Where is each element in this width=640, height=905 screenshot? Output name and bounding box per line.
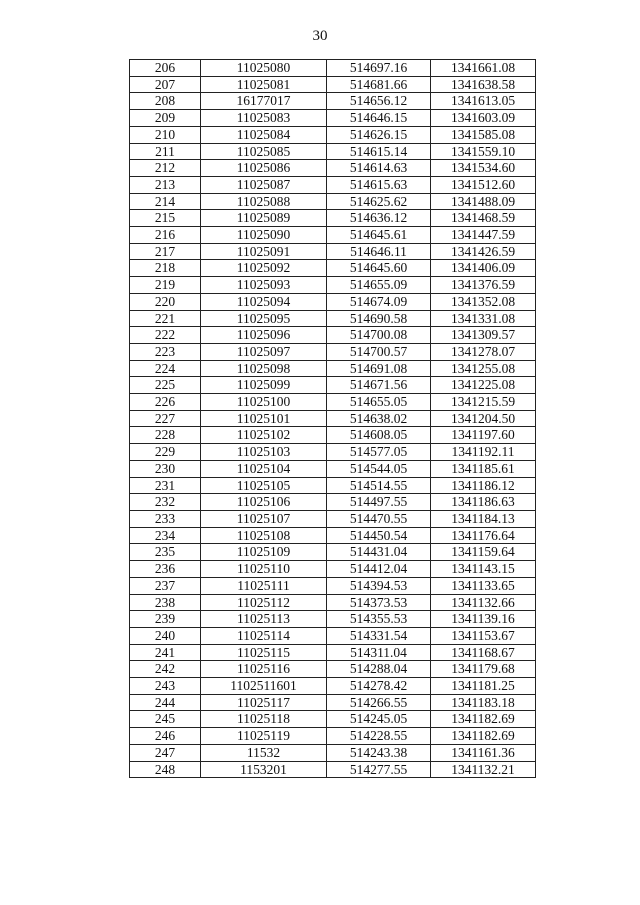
point-id-cell: 11025114 — [201, 627, 327, 644]
y-coordinate-cell: 1341331.08 — [431, 310, 536, 327]
page-number: 30 — [312, 28, 328, 44]
row-index-cell: 247 — [130, 744, 201, 761]
point-id-cell: 11025105 — [201, 477, 327, 494]
row-index-cell: 231 — [130, 477, 201, 494]
y-coordinate-cell: 1341255.08 — [431, 360, 536, 377]
x-coordinate-cell: 514636.12 — [327, 210, 431, 227]
x-coordinate-cell: 514373.53 — [327, 594, 431, 611]
table-row — [130, 728, 536, 745]
row-index-cell: 206 — [130, 60, 201, 77]
point-id-cell: 11025107 — [201, 510, 327, 527]
point-id-cell: 11025113 — [201, 611, 327, 628]
table-row — [130, 93, 536, 110]
row-index-cell: 213 — [130, 176, 201, 193]
table-row — [130, 343, 536, 360]
row-index-cell: 240 — [130, 627, 201, 644]
row-index-cell: 209 — [130, 110, 201, 127]
y-coordinate-cell: 1341183.18 — [431, 694, 536, 711]
point-id-cell: 11025117 — [201, 694, 327, 711]
point-id-cell: 11025108 — [201, 527, 327, 544]
table-row — [130, 761, 536, 778]
y-coordinate-cell: 1341176.64 — [431, 527, 536, 544]
x-coordinate-cell: 514311.04 — [327, 644, 431, 661]
y-coordinate-cell: 1341192.11 — [431, 444, 536, 461]
y-coordinate-cell: 1341376.59 — [431, 277, 536, 294]
x-coordinate-cell: 514228.55 — [327, 728, 431, 745]
row-index-cell: 228 — [130, 427, 201, 444]
x-coordinate-cell: 514450.54 — [327, 527, 431, 544]
x-coordinate-cell: 514497.55 — [327, 494, 431, 511]
point-id-cell: 11532 — [201, 744, 327, 761]
row-index-cell: 211 — [130, 143, 201, 160]
row-index-cell: 208 — [130, 93, 201, 110]
x-coordinate-cell: 514638.02 — [327, 410, 431, 427]
point-id-cell: 11025088 — [201, 193, 327, 210]
y-coordinate-cell: 1341559.10 — [431, 143, 536, 160]
point-id-cell: 11025112 — [201, 594, 327, 611]
y-coordinate-cell: 1341168.67 — [431, 644, 536, 661]
point-id-cell: 11025084 — [201, 126, 327, 143]
y-coordinate-cell: 1341139.16 — [431, 611, 536, 628]
y-coordinate-cell: 1341278.07 — [431, 343, 536, 360]
x-coordinate-cell: 514412.04 — [327, 561, 431, 578]
x-coordinate-cell: 514655.09 — [327, 277, 431, 294]
table-row — [130, 410, 536, 427]
x-coordinate-cell: 514277.55 — [327, 761, 431, 778]
coordinates-table-body — [130, 60, 536, 778]
point-id-cell: 11025099 — [201, 377, 327, 394]
table-row — [130, 460, 536, 477]
table-row — [130, 126, 536, 143]
x-coordinate-cell: 514656.12 — [327, 93, 431, 110]
y-coordinate-cell: 1341179.68 — [431, 661, 536, 678]
table-row — [130, 243, 536, 260]
y-coordinate-cell: 1341603.09 — [431, 110, 536, 127]
table-row — [130, 210, 536, 227]
y-coordinate-cell: 1341153.67 — [431, 627, 536, 644]
y-coordinate-cell: 1341225.08 — [431, 377, 536, 394]
table-row — [130, 227, 536, 244]
y-coordinate-cell: 1341132.66 — [431, 594, 536, 611]
y-coordinate-cell: 1341447.59 — [431, 227, 536, 244]
y-coordinate-cell: 1341661.08 — [431, 60, 536, 77]
y-coordinate-cell: 1341197.60 — [431, 427, 536, 444]
point-id-cell: 11025093 — [201, 277, 327, 294]
row-index-cell: 229 — [130, 444, 201, 461]
row-index-cell: 212 — [130, 160, 201, 177]
y-coordinate-cell: 1341159.64 — [431, 544, 536, 561]
y-coordinate-cell: 1341352.08 — [431, 293, 536, 310]
row-index-cell: 223 — [130, 343, 201, 360]
x-coordinate-cell: 514266.55 — [327, 694, 431, 711]
table-row — [130, 427, 536, 444]
row-index-cell: 216 — [130, 227, 201, 244]
x-coordinate-cell: 514674.09 — [327, 293, 431, 310]
row-index-cell: 232 — [130, 494, 201, 511]
table-row — [130, 444, 536, 461]
y-coordinate-cell: 1341638.58 — [431, 76, 536, 93]
y-coordinate-cell: 1341309.57 — [431, 327, 536, 344]
table-row — [130, 76, 536, 93]
table-row — [130, 611, 536, 628]
y-coordinate-cell: 1341488.09 — [431, 193, 536, 210]
x-coordinate-cell: 514645.60 — [327, 260, 431, 277]
table-row — [130, 644, 536, 661]
row-index-cell: 230 — [130, 460, 201, 477]
x-coordinate-cell: 514671.56 — [327, 377, 431, 394]
point-id-cell: 16177017 — [201, 93, 327, 110]
point-id-cell: 11025110 — [201, 561, 327, 578]
point-id-cell: 11025119 — [201, 728, 327, 745]
table-row — [130, 377, 536, 394]
table-row — [130, 494, 536, 511]
row-index-cell: 244 — [130, 694, 201, 711]
x-coordinate-cell: 514697.16 — [327, 60, 431, 77]
table-row — [130, 544, 536, 561]
point-id-cell: 11025086 — [201, 160, 327, 177]
row-index-cell: 234 — [130, 527, 201, 544]
x-coordinate-cell: 514614.63 — [327, 160, 431, 177]
y-coordinate-cell: 1341613.05 — [431, 93, 536, 110]
point-id-cell: 11025091 — [201, 243, 327, 260]
x-coordinate-cell: 514646.11 — [327, 243, 431, 260]
row-index-cell: 220 — [130, 293, 201, 310]
table-row — [130, 744, 536, 761]
table-row — [130, 360, 536, 377]
table-row — [130, 260, 536, 277]
y-coordinate-cell: 1341184.13 — [431, 510, 536, 527]
table-row — [130, 594, 536, 611]
point-id-cell: 11025087 — [201, 176, 327, 193]
row-index-cell: 224 — [130, 360, 201, 377]
point-id-cell: 11025090 — [201, 227, 327, 244]
table-row — [130, 510, 536, 527]
table-row — [130, 627, 536, 644]
table-row — [130, 394, 536, 411]
row-index-cell: 233 — [130, 510, 201, 527]
x-coordinate-cell: 514431.04 — [327, 544, 431, 561]
point-id-cell: 11025103 — [201, 444, 327, 461]
table-row — [130, 527, 536, 544]
y-coordinate-cell: 1341512.60 — [431, 176, 536, 193]
y-coordinate-cell: 1341132.21 — [431, 761, 536, 778]
table-row — [130, 694, 536, 711]
x-coordinate-cell: 514691.08 — [327, 360, 431, 377]
x-coordinate-cell: 514700.57 — [327, 343, 431, 360]
x-coordinate-cell: 514245.05 — [327, 711, 431, 728]
y-coordinate-cell: 1341182.69 — [431, 711, 536, 728]
y-coordinate-cell: 1341185.61 — [431, 460, 536, 477]
table-row — [130, 143, 536, 160]
y-coordinate-cell: 1341143.15 — [431, 561, 536, 578]
row-index-cell: 219 — [130, 277, 201, 294]
row-index-cell: 245 — [130, 711, 201, 728]
y-coordinate-cell: 1341468.59 — [431, 210, 536, 227]
table-row — [130, 293, 536, 310]
x-coordinate-cell: 514615.14 — [327, 143, 431, 160]
y-coordinate-cell: 1341534.60 — [431, 160, 536, 177]
table-row — [130, 561, 536, 578]
table-row — [130, 110, 536, 127]
point-id-cell: 11025083 — [201, 110, 327, 127]
point-id-cell: 11025102 — [201, 427, 327, 444]
row-index-cell: 225 — [130, 377, 201, 394]
point-id-cell: 11025101 — [201, 410, 327, 427]
point-id-cell: 11025097 — [201, 343, 327, 360]
row-index-cell: 243 — [130, 678, 201, 695]
x-coordinate-cell: 514577.05 — [327, 444, 431, 461]
x-coordinate-cell: 514615.63 — [327, 176, 431, 193]
row-index-cell: 238 — [130, 594, 201, 611]
point-id-cell: 1153201 — [201, 761, 327, 778]
table-row — [130, 711, 536, 728]
x-coordinate-cell: 514690.58 — [327, 310, 431, 327]
table-row — [130, 577, 536, 594]
row-index-cell: 248 — [130, 761, 201, 778]
point-id-cell: 11025109 — [201, 544, 327, 561]
y-coordinate-cell: 1341585.08 — [431, 126, 536, 143]
row-index-cell: 210 — [130, 126, 201, 143]
y-coordinate-cell: 1341182.69 — [431, 728, 536, 745]
point-id-cell: 11025085 — [201, 143, 327, 160]
x-coordinate-cell: 514288.04 — [327, 661, 431, 678]
x-coordinate-cell: 514470.55 — [327, 510, 431, 527]
row-index-cell: 242 — [130, 661, 201, 678]
point-id-cell: 11025092 — [201, 260, 327, 277]
x-coordinate-cell: 514681.66 — [327, 76, 431, 93]
x-coordinate-cell: 514243.38 — [327, 744, 431, 761]
point-id-cell: 11025081 — [201, 76, 327, 93]
row-index-cell: 246 — [130, 728, 201, 745]
table-row — [130, 310, 536, 327]
point-id-cell: 11025089 — [201, 210, 327, 227]
row-index-cell: 239 — [130, 611, 201, 628]
x-coordinate-cell: 514394.53 — [327, 577, 431, 594]
y-coordinate-cell: 1341133.65 — [431, 577, 536, 594]
point-id-cell: 11025100 — [201, 394, 327, 411]
table-row — [130, 327, 536, 344]
table-row — [130, 160, 536, 177]
table-row — [130, 277, 536, 294]
x-coordinate-cell: 514608.05 — [327, 427, 431, 444]
row-index-cell: 217 — [130, 243, 201, 260]
table-row — [130, 193, 536, 210]
row-index-cell: 218 — [130, 260, 201, 277]
point-id-cell: 11025111 — [201, 577, 327, 594]
point-id-cell: 11025095 — [201, 310, 327, 327]
x-coordinate-cell: 514278.42 — [327, 678, 431, 695]
point-id-cell: 11025118 — [201, 711, 327, 728]
row-index-cell: 207 — [130, 76, 201, 93]
y-coordinate-cell: 1341215.59 — [431, 394, 536, 411]
row-index-cell: 215 — [130, 210, 201, 227]
table-row — [130, 661, 536, 678]
y-coordinate-cell: 1341161.36 — [431, 744, 536, 761]
table-row — [130, 60, 536, 77]
row-index-cell: 237 — [130, 577, 201, 594]
row-index-cell: 221 — [130, 310, 201, 327]
table-row — [130, 176, 536, 193]
y-coordinate-cell: 1341204.50 — [431, 410, 536, 427]
x-coordinate-cell: 514645.61 — [327, 227, 431, 244]
row-index-cell: 235 — [130, 544, 201, 561]
point-id-cell: 11025104 — [201, 460, 327, 477]
point-id-cell: 1102511601 — [201, 678, 327, 695]
x-coordinate-cell: 514646.15 — [327, 110, 431, 127]
x-coordinate-cell: 514655.05 — [327, 394, 431, 411]
row-index-cell: 227 — [130, 410, 201, 427]
x-coordinate-cell: 514544.05 — [327, 460, 431, 477]
point-id-cell: 11025094 — [201, 293, 327, 310]
x-coordinate-cell: 514625.62 — [327, 193, 431, 210]
coordinates-table — [129, 59, 536, 778]
y-coordinate-cell: 1341186.63 — [431, 494, 536, 511]
x-coordinate-cell: 514331.54 — [327, 627, 431, 644]
row-index-cell: 241 — [130, 644, 201, 661]
point-id-cell: 11025098 — [201, 360, 327, 377]
x-coordinate-cell: 514626.15 — [327, 126, 431, 143]
y-coordinate-cell: 1341406.09 — [431, 260, 536, 277]
y-coordinate-cell: 1341181.25 — [431, 678, 536, 695]
row-index-cell: 222 — [130, 327, 201, 344]
table-row — [130, 678, 536, 695]
point-id-cell: 11025115 — [201, 644, 327, 661]
y-coordinate-cell: 1341186.12 — [431, 477, 536, 494]
x-coordinate-cell: 514700.08 — [327, 327, 431, 344]
point-id-cell: 11025080 — [201, 60, 327, 77]
point-id-cell: 11025106 — [201, 494, 327, 511]
row-index-cell: 214 — [130, 193, 201, 210]
point-id-cell: 11025116 — [201, 661, 327, 678]
x-coordinate-cell: 514355.53 — [327, 611, 431, 628]
table-row — [130, 477, 536, 494]
row-index-cell: 226 — [130, 394, 201, 411]
x-coordinate-cell: 514514.55 — [327, 477, 431, 494]
point-id-cell: 11025096 — [201, 327, 327, 344]
y-coordinate-cell: 1341426.59 — [431, 243, 536, 260]
row-index-cell: 236 — [130, 561, 201, 578]
